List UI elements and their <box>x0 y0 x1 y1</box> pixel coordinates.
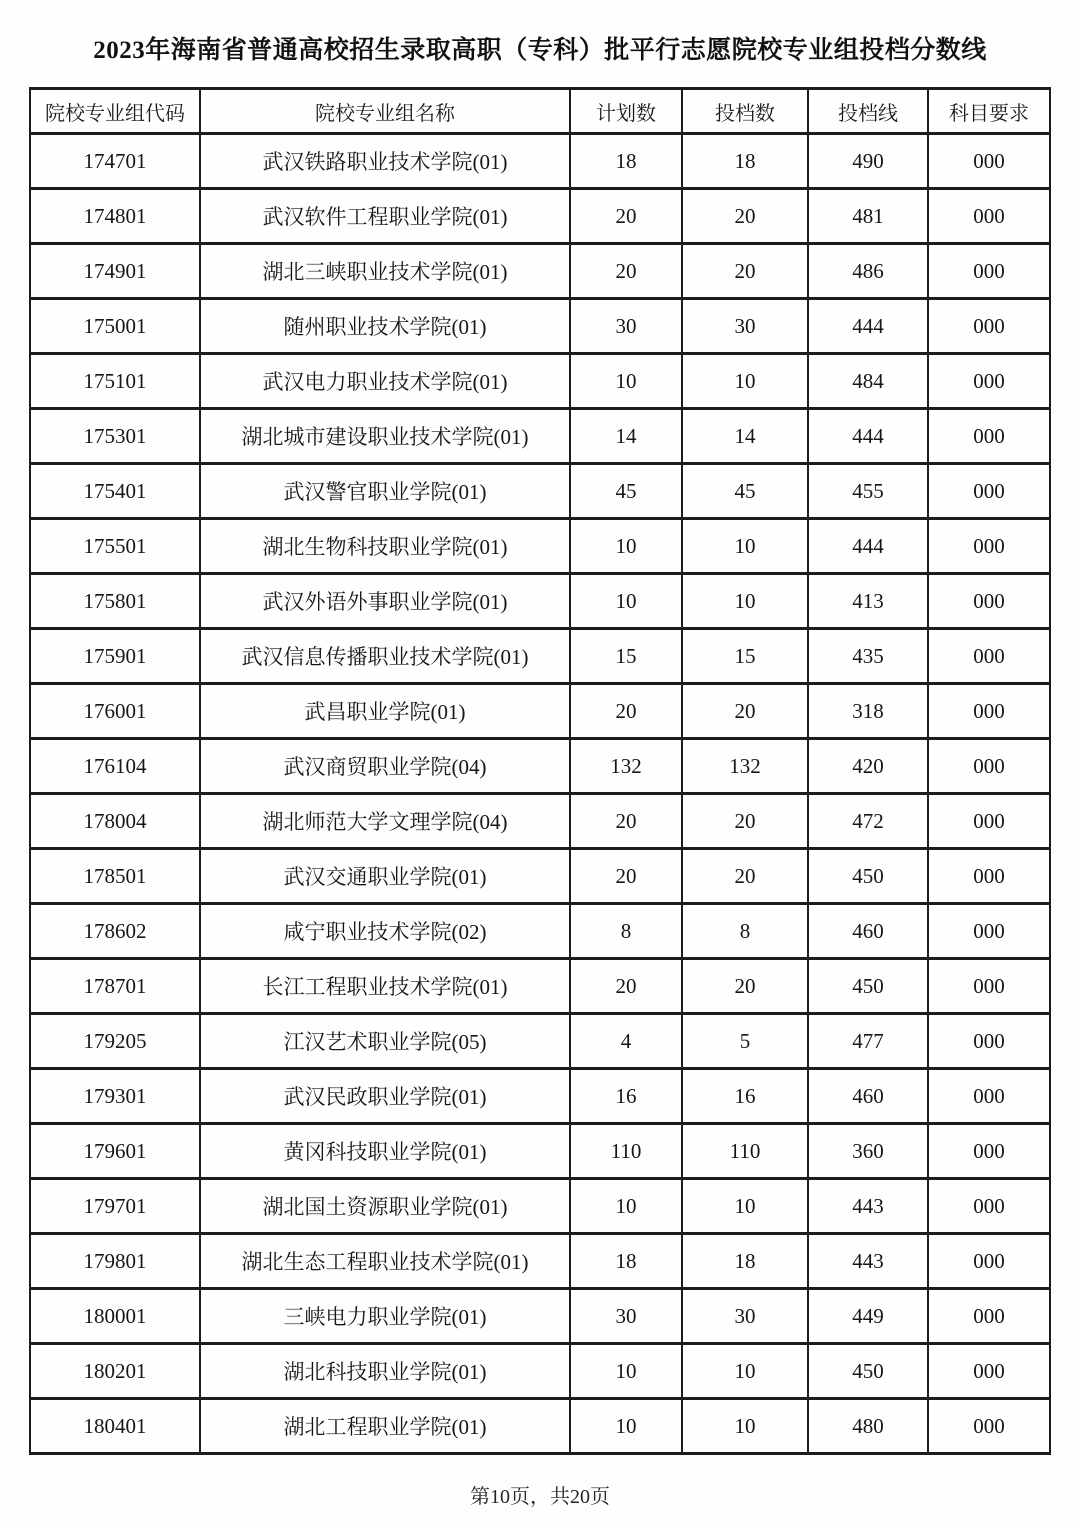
cell-group-name: 武汉外语外事职业学院(01) <box>200 574 570 629</box>
table-row <box>30 849 1050 904</box>
cell-subject-req: 000 <box>928 959 1050 1014</box>
column-header-subject-req: 科目要求 <box>928 89 1050 134</box>
cell-group-code: 175501 <box>30 519 200 574</box>
cell-group-code: 174801 <box>30 189 200 244</box>
cell-plan-count: 110 <box>570 1124 682 1179</box>
cell-plan-count: 20 <box>570 244 682 299</box>
cell-subject-req: 000 <box>928 464 1050 519</box>
cell-group-code: 180001 <box>30 1289 200 1344</box>
cell-group-name: 湖北科技职业学院(01) <box>200 1344 570 1399</box>
cell-group-code: 179301 <box>30 1069 200 1124</box>
cell-score-line: 481 <box>808 189 928 244</box>
cell-score-line: 450 <box>808 849 928 904</box>
cell-group-name: 湖北城市建设职业技术学院(01) <box>200 409 570 464</box>
table-row <box>30 574 1050 629</box>
cell-subject-req: 000 <box>928 849 1050 904</box>
cell-plan-count: 4 <box>570 1014 682 1069</box>
cell-file-count: 18 <box>682 1234 808 1289</box>
cell-group-code: 175101 <box>30 354 200 409</box>
cell-group-code: 175001 <box>30 299 200 354</box>
cell-score-line: 360 <box>808 1124 928 1179</box>
cell-file-count: 20 <box>682 959 808 1014</box>
cell-score-line: 444 <box>808 409 928 464</box>
cell-score-line: 435 <box>808 629 928 684</box>
cell-score-line: 460 <box>808 1069 928 1124</box>
table-row <box>30 1014 1050 1069</box>
cell-subject-req: 000 <box>928 629 1050 684</box>
cell-group-name: 咸宁职业技术学院(02) <box>200 904 570 959</box>
cell-subject-req: 000 <box>928 1124 1050 1179</box>
cell-plan-count: 16 <box>570 1069 682 1124</box>
cell-group-name: 武汉电力职业技术学院(01) <box>200 354 570 409</box>
table-row <box>30 409 1050 464</box>
table-row <box>30 1124 1050 1179</box>
cell-score-line: 472 <box>808 794 928 849</box>
cell-group-name: 湖北工程职业学院(01) <box>200 1399 570 1454</box>
cell-file-count: 10 <box>682 354 808 409</box>
cell-plan-count: 20 <box>570 849 682 904</box>
cell-group-code: 175801 <box>30 574 200 629</box>
cell-score-line: 460 <box>808 904 928 959</box>
cell-score-line: 420 <box>808 739 928 794</box>
table-row <box>30 684 1050 739</box>
cell-subject-req: 000 <box>928 1069 1050 1124</box>
table-row <box>30 244 1050 299</box>
column-header-plan-count: 计划数 <box>570 89 682 134</box>
cell-score-line: 455 <box>808 464 928 519</box>
cell-score-line: 486 <box>808 244 928 299</box>
cell-file-count: 10 <box>682 1344 808 1399</box>
cell-subject-req: 000 <box>928 1234 1050 1289</box>
cell-plan-count: 132 <box>570 739 682 794</box>
table-row <box>30 629 1050 684</box>
cell-score-line: 443 <box>808 1234 928 1289</box>
cell-file-count: 14 <box>682 409 808 464</box>
cell-score-line: 484 <box>808 354 928 409</box>
cell-group-name: 长江工程职业技术学院(01) <box>200 959 570 1014</box>
cell-group-name: 湖北生态工程职业技术学院(01) <box>200 1234 570 1289</box>
cell-group-name: 随州职业技术学院(01) <box>200 299 570 354</box>
cell-group-name: 武汉交通职业学院(01) <box>200 849 570 904</box>
table-row <box>30 1344 1050 1399</box>
cell-file-count: 5 <box>682 1014 808 1069</box>
cell-file-count: 45 <box>682 464 808 519</box>
cell-plan-count: 20 <box>570 794 682 849</box>
column-header-group-name: 院校专业组名称 <box>200 89 570 134</box>
cell-group-name: 武汉警官职业学院(01) <box>200 464 570 519</box>
cell-plan-count: 30 <box>570 299 682 354</box>
cell-group-code: 175901 <box>30 629 200 684</box>
cell-plan-count: 10 <box>570 1344 682 1399</box>
cell-group-name: 黄冈科技职业学院(01) <box>200 1124 570 1179</box>
cell-group-code: 174901 <box>30 244 200 299</box>
cell-subject-req: 000 <box>928 574 1050 629</box>
cell-score-line: 413 <box>808 574 928 629</box>
cell-group-name: 湖北生物科技职业学院(01) <box>200 519 570 574</box>
column-header-group-code: 院校专业组代码 <box>30 89 200 134</box>
cell-file-count: 132 <box>682 739 808 794</box>
cell-file-count: 20 <box>682 794 808 849</box>
table-row <box>30 1179 1050 1234</box>
cell-subject-req: 000 <box>928 189 1050 244</box>
table-row <box>30 1289 1050 1344</box>
cell-plan-count: 10 <box>570 354 682 409</box>
cell-subject-req: 000 <box>928 1344 1050 1399</box>
cell-file-count: 10 <box>682 574 808 629</box>
cell-subject-req: 000 <box>928 794 1050 849</box>
cell-group-code: 180201 <box>30 1344 200 1399</box>
table-row <box>30 1234 1050 1289</box>
cell-file-count: 20 <box>682 189 808 244</box>
cell-group-name: 武汉商贸职业学院(04) <box>200 739 570 794</box>
cell-group-code: 178004 <box>30 794 200 849</box>
cell-group-code: 179601 <box>30 1124 200 1179</box>
cell-file-count: 16 <box>682 1069 808 1124</box>
cell-group-name: 江汉艺术职业学院(05) <box>200 1014 570 1069</box>
cell-score-line: 444 <box>808 299 928 354</box>
cell-file-count: 30 <box>682 1289 808 1344</box>
cell-plan-count: 14 <box>570 409 682 464</box>
cell-plan-count: 10 <box>570 1399 682 1454</box>
cell-subject-req: 000 <box>928 134 1050 189</box>
cell-score-line: 443 <box>808 1179 928 1234</box>
cell-group-code: 178701 <box>30 959 200 1014</box>
cell-subject-req: 000 <box>928 244 1050 299</box>
table-row <box>30 519 1050 574</box>
cell-group-name: 武汉铁路职业技术学院(01) <box>200 134 570 189</box>
cell-subject-req: 000 <box>928 1289 1050 1344</box>
cell-group-name: 武昌职业学院(01) <box>200 684 570 739</box>
cell-subject-req: 000 <box>928 1399 1050 1454</box>
cell-file-count: 110 <box>682 1124 808 1179</box>
column-header-score-line: 投档线 <box>808 89 928 134</box>
cell-plan-count: 20 <box>570 684 682 739</box>
cell-file-count: 20 <box>682 849 808 904</box>
cell-score-line: 477 <box>808 1014 928 1069</box>
cell-group-name: 三峡电力职业学院(01) <box>200 1289 570 1344</box>
cell-group-code: 175301 <box>30 409 200 464</box>
cell-file-count: 20 <box>682 244 808 299</box>
cell-plan-count: 10 <box>570 1179 682 1234</box>
cell-file-count: 20 <box>682 684 808 739</box>
table-header-row <box>30 89 1050 134</box>
cell-plan-count: 20 <box>570 959 682 1014</box>
cell-subject-req: 000 <box>928 684 1050 739</box>
cell-plan-count: 20 <box>570 189 682 244</box>
cell-score-line: 450 <box>808 959 928 1014</box>
cell-group-code: 178501 <box>30 849 200 904</box>
cell-group-code: 176104 <box>30 739 200 794</box>
cell-group-name: 武汉软件工程职业学院(01) <box>200 189 570 244</box>
cell-file-count: 10 <box>682 519 808 574</box>
cell-group-name: 湖北三峡职业技术学院(01) <box>200 244 570 299</box>
page-number: 第10页，共20页 <box>470 1486 610 1508</box>
table-row <box>30 739 1050 794</box>
cell-plan-count: 10 <box>570 574 682 629</box>
cell-group-name: 武汉信息传播职业技术学院(01) <box>200 629 570 684</box>
cell-plan-count: 18 <box>570 1234 682 1289</box>
table-row <box>30 794 1050 849</box>
cell-file-count: 8 <box>682 904 808 959</box>
cell-group-code: 179801 <box>30 1234 200 1289</box>
table-row <box>30 1399 1050 1454</box>
cell-subject-req: 000 <box>928 1179 1050 1234</box>
cell-group-name: 湖北国土资源职业学院(01) <box>200 1179 570 1234</box>
cell-score-line: 444 <box>808 519 928 574</box>
cell-plan-count: 30 <box>570 1289 682 1344</box>
cell-subject-req: 000 <box>928 409 1050 464</box>
document-title: 2023年海南省普通高校招生录取高职（专科）批平行志愿院校专业组投档分数线 <box>93 37 987 64</box>
cell-subject-req: 000 <box>928 519 1050 574</box>
cell-group-code: 175401 <box>30 464 200 519</box>
table-row <box>30 1069 1050 1124</box>
cell-file-count: 30 <box>682 299 808 354</box>
table-row <box>30 134 1050 189</box>
cell-score-line: 450 <box>808 1344 928 1399</box>
cell-file-count: 10 <box>682 1179 808 1234</box>
cell-group-code: 180401 <box>30 1399 200 1454</box>
cell-plan-count: 18 <box>570 134 682 189</box>
table-row <box>30 354 1050 409</box>
cell-subject-req: 000 <box>928 354 1050 409</box>
table-row <box>30 299 1050 354</box>
cell-group-name: 武汉民政职业学院(01) <box>200 1069 570 1124</box>
cell-group-code: 174701 <box>30 134 200 189</box>
cell-score-line: 449 <box>808 1289 928 1344</box>
cell-subject-req: 000 <box>928 1014 1050 1069</box>
score-table <box>29 87 1051 1455</box>
cell-score-line: 318 <box>808 684 928 739</box>
cell-file-count: 18 <box>682 134 808 189</box>
table-row <box>30 189 1050 244</box>
cell-group-code: 178602 <box>30 904 200 959</box>
cell-group-code: 176001 <box>30 684 200 739</box>
cell-plan-count: 45 <box>570 464 682 519</box>
cell-plan-count: 15 <box>570 629 682 684</box>
table-row <box>30 904 1050 959</box>
cell-score-line: 480 <box>808 1399 928 1454</box>
cell-score-line: 490 <box>808 134 928 189</box>
cell-group-name: 湖北师范大学文理学院(04) <box>200 794 570 849</box>
column-header-file-count: 投档数 <box>682 89 808 134</box>
cell-group-code: 179205 <box>30 1014 200 1069</box>
cell-file-count: 10 <box>682 1399 808 1454</box>
table-row <box>30 959 1050 1014</box>
cell-subject-req: 000 <box>928 299 1050 354</box>
cell-plan-count: 10 <box>570 519 682 574</box>
cell-file-count: 15 <box>682 629 808 684</box>
cell-group-code: 179701 <box>30 1179 200 1234</box>
table-row <box>30 464 1050 519</box>
cell-plan-count: 8 <box>570 904 682 959</box>
cell-subject-req: 000 <box>928 904 1050 959</box>
cell-subject-req: 000 <box>928 739 1050 794</box>
